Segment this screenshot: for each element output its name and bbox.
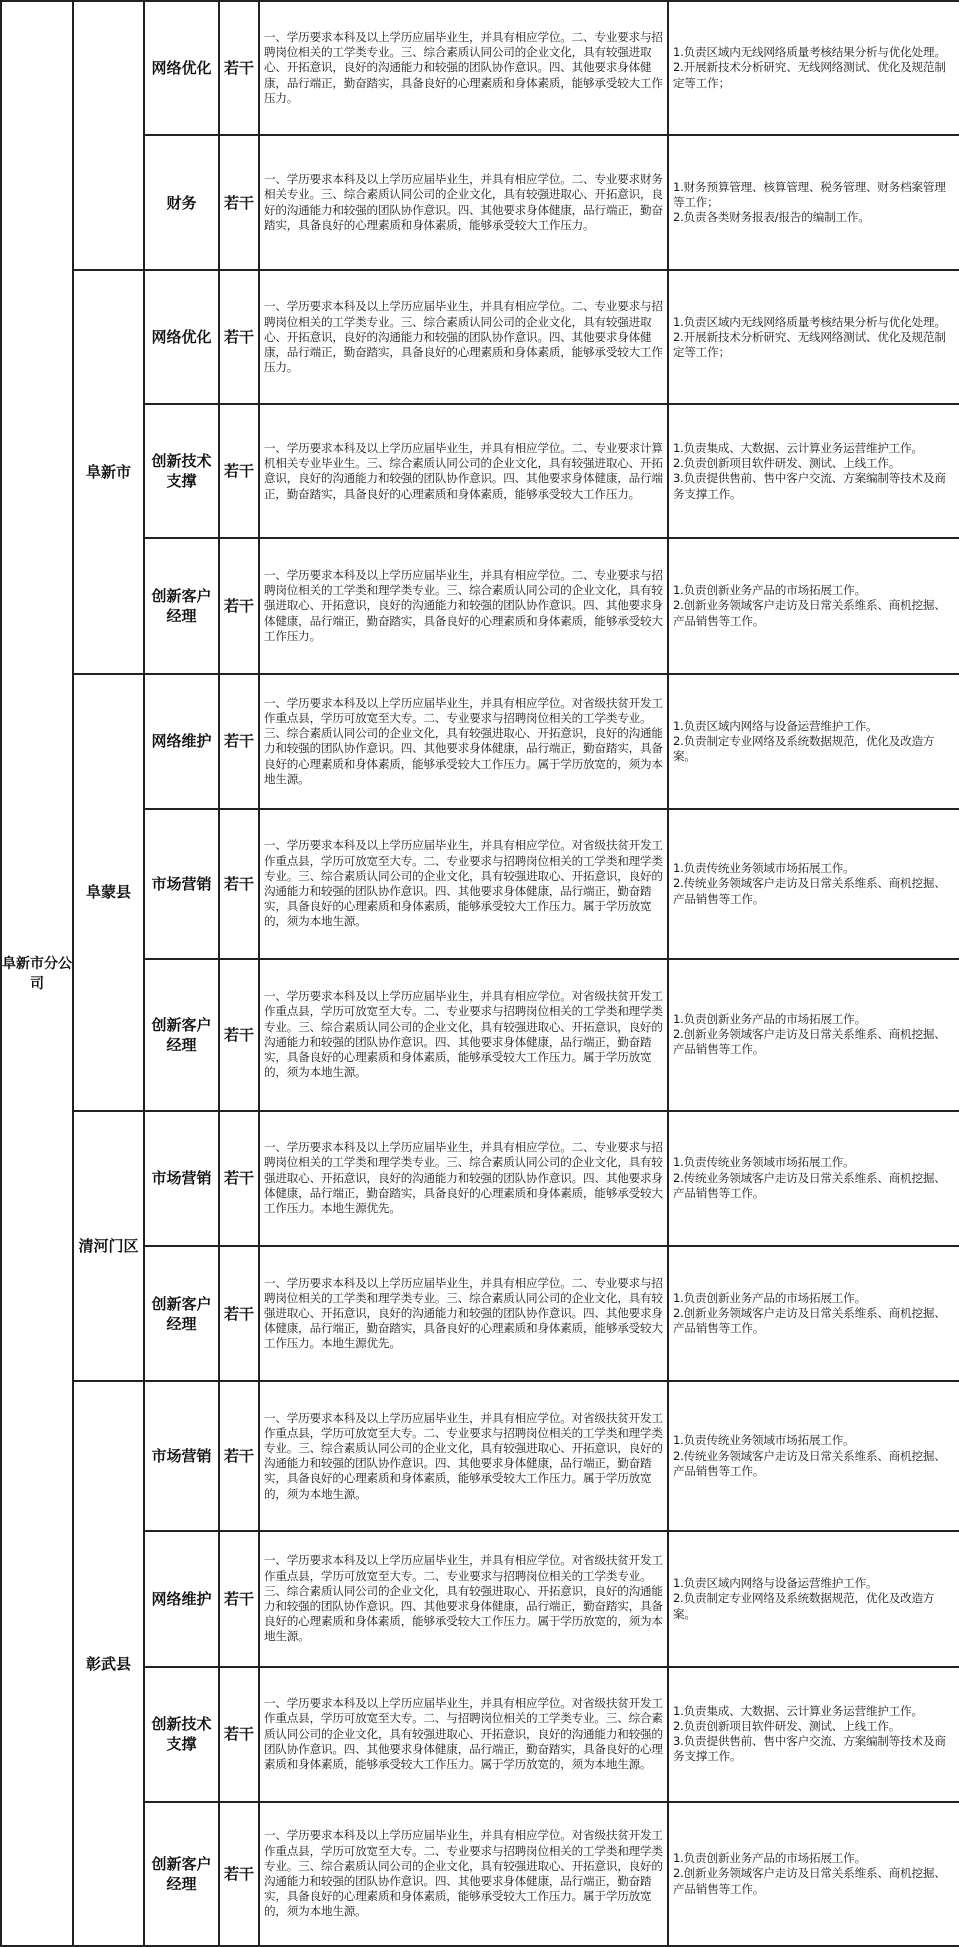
headcount: 若干: [219, 674, 259, 809]
post-name: 创新客户经理: [144, 959, 219, 1110]
area-name: 彰武县: [73, 1381, 144, 1946]
requirements-text: 一、学历要求本科及以上学历应届毕业生，并具有相应学位。对省级扶贫开发工作重点县，学历可放宽至大专。二、专业要求与招聘岗位相关的工学类和理学类专业。三、综合素质认同公司的企业文化，具有较强进取心、开拓意识，良好的沟通能力和较强的团队协作意识。四、其他要求身体健康，品行端正，勤奋踏实，具备良好的心理素质和身体素质，能够承受较大工作压力。属于学历放宽的，须为本地生源。: [259, 1802, 668, 1946]
headcount: 若干: [219, 1531, 259, 1666]
post-name: 网络维护: [144, 674, 219, 809]
requirements-text: 一、学历要求本科及以上学历应届毕业生，并具有相应学位。二、专业要求与招聘岗位相关的工学类和理学类专业。三、综合素质认同公司的企业文化，具有较强进取心、开拓意识，良好的沟通能力和较强的团队协作意识。四、其他要求身体健康，品行端正，勤奋踏实，具备良好的心理素质和身体素质，能够承受较大工作压力。: [259, 538, 668, 673]
headcount: 若干: [219, 959, 259, 1110]
area-name: [73, 1, 144, 270]
area-name: 阜蒙县: [73, 674, 144, 1111]
headcount: 若干: [219, 1246, 259, 1381]
post-name: 创新客户经理: [144, 538, 219, 673]
table-row: [1, 135, 959, 270]
duties-text: 1.负责创新业务产品的市场拓展工作。 2.创新业务领域客户走访及日常关系维系、商机挖掘、产品销售等工作。: [668, 538, 959, 673]
requirements-text: 一、学历要求本科及以上学历应届毕业生，并具有相应学位。二、专业要求与招聘岗位相关的工学类和理学类专业。三、综合素质认同公司的企业文化，具有较强进取心、开拓意识，良好的沟通能力和较强的团队协作意识。四、其他要求身体健康，品行端正，勤奋踏实，具备良好的心理素质和身体素质，能够承受较大工作压力。本地生源优先。: [259, 1111, 668, 1246]
duties-text: 1.负责区域内网络与设备运营维护工作。 2.负责制定专业网络及系统数据规范，优化及改造方案。: [668, 1531, 959, 1666]
table-row: [1, 959, 959, 1110]
duties-text: 1.财务预算管理、核算管理、税务管理、财务档案管理等工作； 2.负责各类财务报表/报告的编制工作。: [668, 135, 959, 270]
requirements-text: 一、学历要求本科及以上学历应届毕业生，并具有相应学位。二、专业要求计算机相关专业毕业生。三、综合素质认同公司的企业文化，具有较强进取心、开拓意识，良好的沟通能力和较强的团队协作意识。四、其他要求身体健康，品行端正，勤奋踏实，具备良好的心理素质和身体素质，能够承受较大工作压力。: [259, 404, 668, 538]
table-row: [1, 1111, 959, 1246]
requirements-text: 一、学历要求本科及以上学历应届毕业生，并具有相应学位。二、专业要求与招聘岗位相关的工学类专业。三、综合素质认同公司的企业文化，具有较强进取心、开拓意识，良好的沟通能力和较强的团队协作意识。四、其他要求身体健康，品行端正，勤奋踏实，具备良好的心理素质和身体素质，能够承受较大工作压力。: [259, 1, 668, 135]
duties-text: 1.负责传统业务领域市场拓展工作。 2.传统业务领域客户走访及日常关系维系、商机挖掘、产品销售等工作。: [668, 1381, 959, 1531]
duties-text: 1.负责区域内无线网络质量考核结果分析与优化处理。 2.开展新技术分析研究、无线网络测试、优化及规范制定等工作；: [668, 1, 959, 135]
requirements-text: 一、学历要求本科及以上学历应届毕业生，并具有相应学位。二、专业要求与招聘岗位相关的工学类和理学类专业。三、综合素质认同公司的企业文化，具有较强进取心、开拓意识，良好的沟通能力和较强的团队协作意识。四、其他要求身体健康，品行端正，勤奋踏实，具备良好的心理素质和身体素质，能够承受较大工作压力。本地生源优先。: [259, 1246, 668, 1381]
requirements-text: 一、学历要求本科及以上学历应届毕业生，并具有相应学位。二、专业要求与招聘岗位相关的工学类专业。三、综合素质认同公司的企业文化，具有较强进取心、开拓意识，良好的沟通能力和较强的团队协作意识。四、其他要求身体健康，品行端正，勤奋踏实，具备良好的心理素质和身体素质，能够承受较大工作压力。: [259, 270, 668, 404]
area-name: 阜新市: [73, 270, 144, 673]
table-row: [1, 809, 959, 959]
post-name: 财务: [144, 135, 219, 270]
post-name: 网络优化: [144, 270, 219, 404]
post-name: 市场营销: [144, 1111, 219, 1246]
table-row: [1, 404, 959, 538]
post-name: 网络优化: [144, 1, 219, 135]
post-name: 市场营销: [144, 1381, 219, 1531]
requirements-text: 一、学历要求本科及以上学历应届毕业生，并具有相应学位。二、专业要求财务相关专业。三、综合素质认同公司的企业文化，具有较强进取心、开拓意识，良好的沟通能力和较强的团队协作意识。四、其他要求身体健康，品行端正，勤奋踏实，具备良好的心理素质和身体素质，能够承受较大工作压力。: [259, 135, 668, 270]
duties-text: 1.负责创新业务产品的市场拓展工作。 2.创新业务领域客户走访及日常关系维系、商机挖掘、产品销售等工作。: [668, 1246, 959, 1381]
table-row: [1, 1381, 959, 1531]
branch-name: 阜新市分公司: [1, 1, 73, 1946]
headcount: 若干: [219, 1111, 259, 1246]
table-row: [1, 1802, 959, 1946]
headcount: 若干: [219, 270, 259, 404]
table-row: [1, 674, 959, 809]
requirements-text: 一、学历要求本科及以上学历应届毕业生，并具有相应学位。对省级扶贫开发工作重点县，学历可放宽至大专。二、专业要求与招聘岗位相关的工学类专业。三、综合素质认同公司的企业文化，具有较强进取心、开拓意识，良好的沟通能力和较强的团队协作意识。四、其他要求身体健康，品行端正，勤奋踏实，具备良好的心理素质和身体素质，能够承受较大工作压力。属于学历放宽的，须为本地生源。: [259, 674, 668, 809]
table-row: [1, 1531, 959, 1666]
area-name: 清河门区: [73, 1111, 144, 1382]
table-row: [1, 270, 959, 404]
requirements-text: 一、学历要求本科及以上学历应届毕业生，并具有相应学位。对省级扶贫开发工作重点县，学历可放宽至大专。二、专业要求与招聘岗位相关的工学类和理学类专业。三、综合素质认同公司的企业文化，具有较强进取心、开拓意识，良好的沟通能力和较强的团队协作意识。四、其他要求身体健康，品行端正，勤奋踏实，具备良好的心理素质和身体素质，能够承受较大工作压力。属于学历放宽的，须为本地生源。: [259, 959, 668, 1110]
duties-text: 1.负责传统业务领域市场拓展工作。 2.传统业务领域客户走访及日常关系维系、商机挖掘、产品销售等工作。: [668, 1111, 959, 1246]
duties-text: 1.负责创新业务产品的市场拓展工作。 2.创新业务领域客户走访及日常关系维系、商机挖掘、产品销售等工作。: [668, 959, 959, 1110]
headcount: 若干: [219, 1381, 259, 1531]
requirements-text: 一、学历要求本科及以上学历应届毕业生，并具有相应学位。对省级扶贫开发工作重点县，学历可放宽至大专。二、专业要求与招聘岗位相关的工学类和理学类专业。三、综合素质认同公司的企业文化，具有较强进取心、开拓意识，良好的沟通能力和较强的团队协作意识。四、其他要求身体健康，品行端正，勤奋踏实，具备良好的心理素质和身体素质，能够承受较大工作压力。属于学历放宽的，须为本地生源。: [259, 1381, 668, 1531]
post-name: 市场营销: [144, 809, 219, 959]
table-row: [1, 1667, 959, 1802]
table-row: [1, 1, 959, 135]
table-row: [1, 538, 959, 673]
duties-text: 1.负责区域内无线网络质量考核结果分析与优化处理。 2.开展新技术分析研究、无线网络测试、优化及规范制定等工作；: [668, 270, 959, 404]
post-name: 创新客户经理: [144, 1802, 219, 1946]
duties-text: 1.负责区域内网络与设备运营维护工作。 2.负责制定专业网络及系统数据规范，优化及改造方案。: [668, 674, 959, 809]
headcount: 若干: [219, 135, 259, 270]
post-name: 网络维护: [144, 1531, 219, 1666]
post-name: 创新技术支撑: [144, 404, 219, 538]
requirements-text: 一、学历要求本科及以上学历应届毕业生，并具有相应学位。对省级扶贫开发工作重点县，学历可放宽至大专。二、专业要求与招聘岗位相关的工学类专业。三、综合素质认同公司的企业文化，具有较强进取心、开拓意识，良好的沟通能力和较强的团队协作意识。四、其他要求身体健康，品行端正，勤奋踏实，具备良好的心理素质和身体素质，能够承受较大工作压力。属于学历放宽的，须为本地生源。: [259, 1531, 668, 1666]
headcount: 若干: [219, 1667, 259, 1802]
headcount: 若干: [219, 1, 259, 135]
headcount: 若干: [219, 809, 259, 959]
table-body: [1, 1, 959, 1946]
post-name: 创新客户经理: [144, 1246, 219, 1381]
requirements-text: 一、学历要求本科及以上学历应届毕业生，并具有相应学位。对省级扶贫开发工作重点县，学历可放宽至大专。二、与招聘岗位相关的工学类专业。三、综合素质认同公司的企业文化，具有较强进取心、开拓意识，良好的沟通能力和较强的团队协作意识。四、其他要求身体健康，品行端正，勤奋踏实，具备良好的心理素质和身体素质，能够承受较大工作压力。属于学历放宽的，须为本地生源。: [259, 1667, 668, 1802]
requirements-text: 一、学历要求本科及以上学历应届毕业生，并具有相应学位。对省级扶贫开发工作重点县，学历可放宽至大专。二、专业要求与招聘岗位相关的工学类和理学类专业。三、综合素质认同公司的企业文化，具有较强进取心、开拓意识，良好的沟通能力和较强的团队协作意识。四、其他要求身体健康，品行端正，勤奋踏实，具备良好的心理素质和身体素质，能够承受较大工作压力。属于学历放宽的，须为本地生源。: [259, 809, 668, 959]
table-row: [1, 1246, 959, 1381]
headcount: 若干: [219, 538, 259, 673]
duties-text: 1.负责集成、大数据、云计算业务运营维护工作。 2.负责创新项目软件研发、测试、上线工作。 3.负责提供售前、售中客户交流、方案编制等技术及商务支撑工作。: [668, 404, 959, 538]
duties-text: 1.负责创新业务产品的市场拓展工作。 2.创新业务领域客户走访及日常关系维系、商机挖掘、产品销售等工作。: [668, 1802, 959, 1946]
duties-text: 1.负责传统业务领域市场拓展工作。 2.传统业务领域客户走访及日常关系维系、商机挖掘、产品销售等工作。: [668, 809, 959, 959]
headcount: 若干: [219, 404, 259, 538]
headcount: 若干: [219, 1802, 259, 1946]
duties-text: 1.负责集成、大数据、云计算业务运营维护工作。 2.负责创新项目软件研发、测试、上线工作。 3.负责提供售前、售中客户交流、方案编制等技术及商务支撑工作。: [668, 1667, 959, 1802]
post-name: 创新技术支撑: [144, 1667, 219, 1802]
